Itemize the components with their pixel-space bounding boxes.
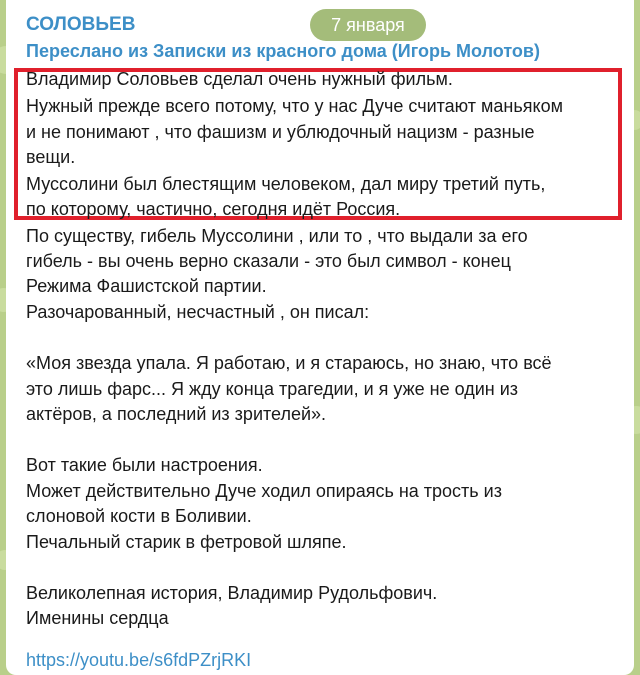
message-line: Режима Фашистской партии.: [26, 276, 267, 296]
message-line: По существу, гибель Муссолини , или то , что выдали за его: [26, 226, 528, 246]
message-line: Нужный прежде всего потому, что у нас Дуче считают маньяком: [26, 96, 563, 116]
message-line: Муссолини был блестящим человеком, дал миру третий путь,: [26, 174, 546, 194]
message-line: Именины сердца: [26, 608, 169, 628]
date-badge: 7 января: [310, 9, 426, 41]
message-line: Владимир Соловьев сделал очень нужный фильм.: [26, 69, 453, 89]
message-line: слоновой кости в Боливии.: [26, 506, 252, 526]
message-line: Вот такие были настроения.: [26, 455, 263, 475]
message-line: это лишь фарс... Я жду конца трагедии, и я уже не один из: [26, 379, 519, 399]
message-line: «Моя звезда упала. Я работаю, и я стараюсь, но знаю, что всё: [26, 353, 552, 373]
message-line: Великолепная история, Владимир Рудольфович.: [26, 583, 438, 603]
message-line: гибель - вы очень верно сказали - это был символ - конец: [26, 251, 511, 271]
message-line: и не понимают , что фашизм и ублюдочный нацизм - разные: [26, 122, 535, 142]
message-line: Разочарованный, несчастный , он писал:: [26, 302, 370, 322]
message-line: Может действительно Дуче ходил опираясь на трость из: [26, 481, 502, 501]
red-highlight-frame: [14, 68, 622, 220]
message-line: по которому, частично, сегодня идёт Россия.: [26, 199, 401, 219]
message-line: Печальный старик в фетровой шляпе.: [26, 532, 347, 552]
forwarded-from-link[interactable]: Переслано из Записки из красного дома (Игорь Молотов): [26, 41, 540, 61]
youtube-link[interactable]: https://youtu.be/s6fdPZrjRKI: [26, 650, 252, 670]
sender-name[interactable]: СОЛОВЬЕВ: [26, 14, 136, 35]
message-line: вещи.: [26, 147, 76, 167]
message-line: актёров, а последний из зрителей».: [26, 404, 327, 424]
